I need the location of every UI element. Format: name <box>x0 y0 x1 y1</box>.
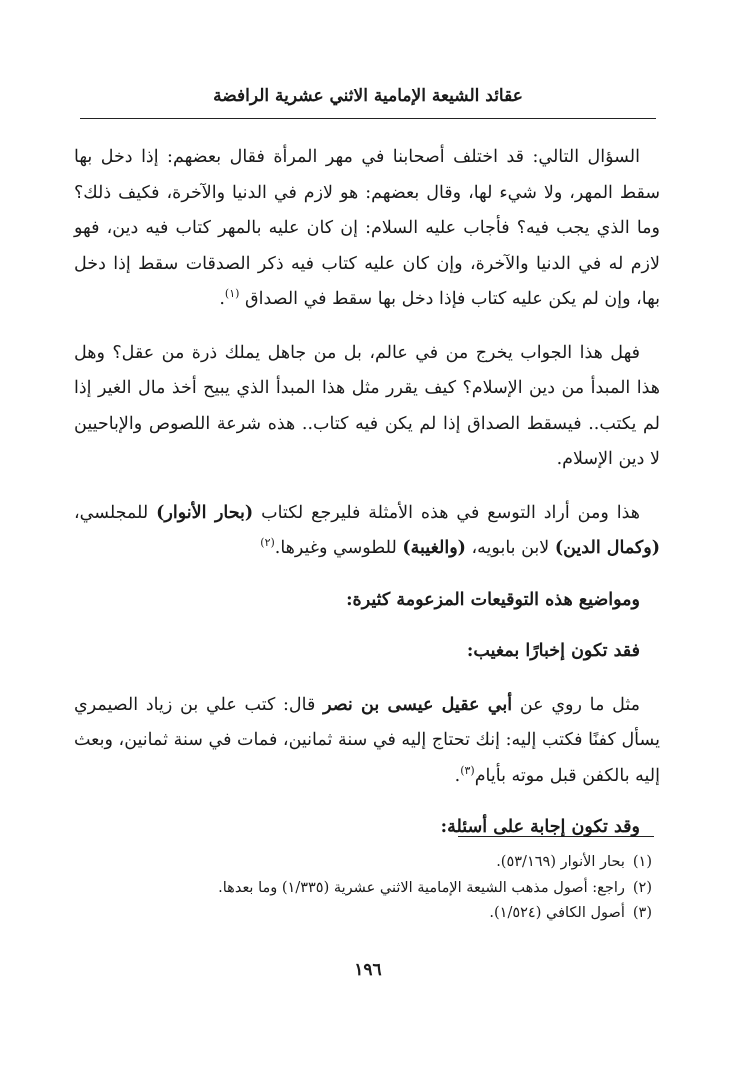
section-heading-unseen: فقد تكون إخبارًا بمغيب: <box>466 641 640 661</box>
footnotes <box>76 850 652 927</box>
book-title-bihar: (بحار الأنوار) <box>156 502 254 523</box>
footnote-item <box>76 876 652 902</box>
page-number: ١٩٦ <box>354 960 382 980</box>
paragraph-end-mark: . <box>219 289 225 309</box>
footnote-ref-2[interactable]: (٢) <box>260 536 275 550</box>
footnote-ref-1[interactable]: (١) <box>224 287 240 301</box>
section-heading-topics: ومواضيع هذه التوقيعات المزعومة كثيرة: <box>346 589 640 610</box>
references-text: للمجلسي، <box>74 502 157 523</box>
narrator-name: أبي عقيل عيسى بن نصر <box>323 694 513 715</box>
footnote-text: راجع: أصول مذهب الشيعة الإمامية الاثني عشرية (١/٣٣٥) وما بعدها. <box>218 879 625 896</box>
paragraph-question <box>74 140 660 318</box>
footnote-item <box>76 850 652 876</box>
narration-text: قال: كتب علي بن زياد الصيمري يسأل كفنًا فكتب إليه: إنك تحتاج إليه في سنة ثمانين، فمات في سنة ثمانين، وبعث إليه بالكفن قبل موته بأيام <box>74 694 660 786</box>
footnote-text: بحار الأنوار (٥٣/١٦٩). <box>496 854 625 870</box>
footnote-number: (٢) <box>632 879 652 896</box>
footnote-number: (٣) <box>632 905 652 921</box>
references-text: للطوسي وغيرها. <box>274 538 403 558</box>
book-title-kamal: (وكمال الدين) <box>554 538 660 558</box>
footnote-divider <box>458 836 654 837</box>
footnote-item <box>76 901 652 927</box>
paragraph-references <box>74 496 660 567</box>
footnote-text: أصول الكافي (١/٥٢٤). <box>489 905 625 921</box>
paragraph-commentary: فهل هذا الجواب يخرج من في عالم، بل من جاهل يملك ذرة من عقل؟ وهل هذا المبدأ من دين الإسلام؟ كيف يقرر مثل هذا المبدأ الذي يبيح أخذ مال الغير إذا لم يكتب.. فيسقط الصداق إذا لم يكن فيه كتاب.. هذه شرعة اللصوص والإباحيين لا دين الإسلام. <box>74 342 660 469</box>
book-title-ghayba: (والغيبة) <box>402 538 466 558</box>
narration-text: مثل ما روي عن <box>512 694 640 715</box>
footnote-number: (١) <box>632 854 652 870</box>
references-text: هذا ومن أراد التوسع في هذه الأمثلة فليرجع لكتاب <box>253 502 641 523</box>
paragraph-narration <box>74 688 660 795</box>
running-header: عقائد الشيعة الإمامية الاثني عشرية الرافضة <box>213 86 523 106</box>
page-body <box>74 140 660 846</box>
section-heading-answers: وقد تكون إجابة على أسئلة: <box>440 817 640 837</box>
paragraph-end-mark: . <box>454 765 461 786</box>
header-divider <box>80 118 656 119</box>
footnote-ref-3[interactable]: (٣) <box>460 763 475 777</box>
paragraph-question-text: السؤال التالي: قد اختلف أصحابنا في مهر المرأة فقال بعضهم: إذا دخل بها سقط المهر، ولا شيء لها، وقال بعضهم: هو لازم في الدنيا والآخرة، فكيف ذلك؟ وما الذي يجب فيه؟ فأجاب عليه السلام: إن كان عليه بالمهر كتاب فيه دين، فهو لازم له في الدنيا والآخرة، وإن كان عليه كتاب فيه ذكر الصدقات سقط إذا دخل بها، وإن لم يكن عليه كتاب فإذا دخل بها سقط في الصداق <box>74 147 660 309</box>
references-text: لابن بابويه، <box>465 538 555 558</box>
